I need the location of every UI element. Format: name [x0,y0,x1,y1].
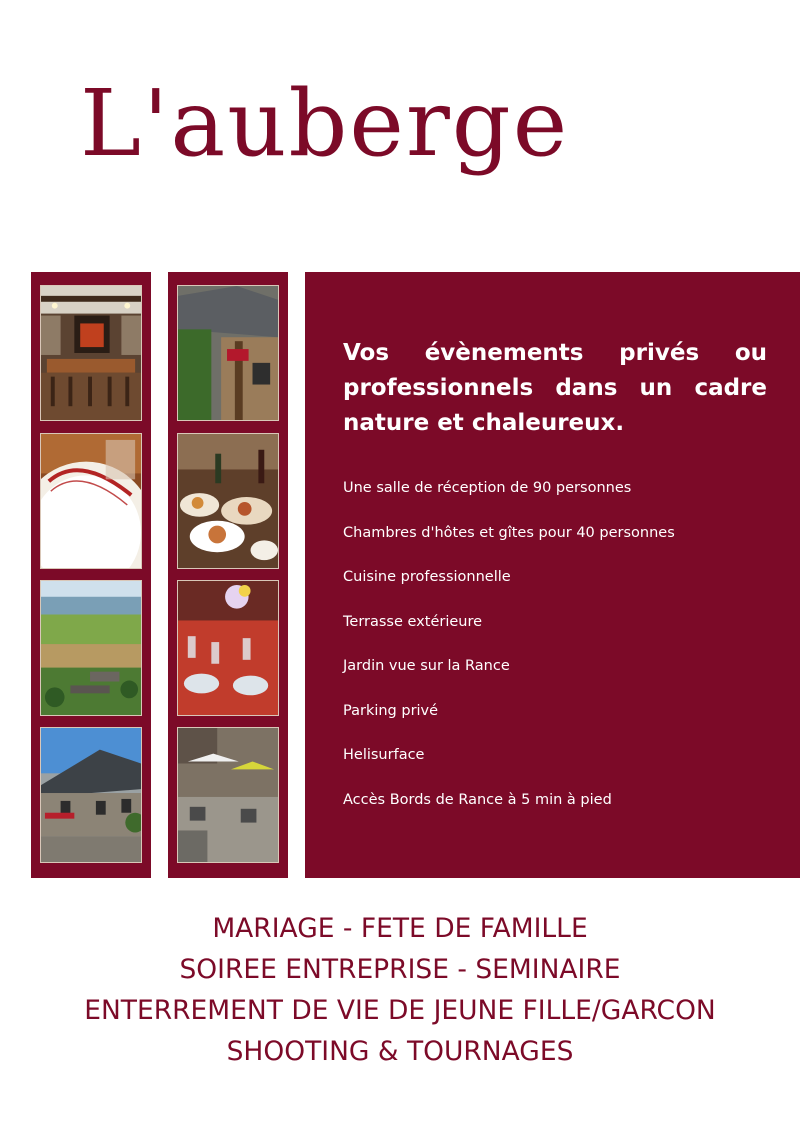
feature-item: Helisurface [343,747,425,763]
event-type-line: ENTERREMENT DE VIE DE JEUNE FILLE/GARCON [84,995,716,1026]
headline: Vos évènements privés ou professionnels dans un cadre nature et chaleureux. [343,340,767,436]
page-title: L'auberge [80,70,570,177]
feature-item: Parking privé [343,702,439,719]
buffet-photo [177,433,279,569]
table-setting-photo [177,580,279,716]
event-type-line: MARIAGE - FETE DE FAMILLE [212,913,588,944]
feature-item: Accès Bords de Rance à 5 min à pied [343,791,612,808]
feature-item: Cuisine professionnelle [343,569,511,585]
plate-photo [40,433,142,569]
feature-item: Une salle de réception de 90 personnes [343,480,632,496]
photo-column-right [168,272,288,878]
feature-item: Jardin vue sur la Rance [343,658,510,674]
event-type-line: SOIREE ENTREPRISE - SEMINAIRE [179,954,621,985]
dining-hall-photo [40,285,142,421]
photo-column-left [31,272,151,878]
info-panel [305,272,800,878]
feature-item: Terrasse extérieure [343,613,483,630]
event-type-line: SHOOTING & TOURNAGES [226,1036,574,1067]
feature-list [343,478,675,834]
terrace-photo [177,727,279,863]
feature-item: Chambres d'hôtes et gîtes pour 40 personnes [343,524,675,541]
cottage-entrance-photo [177,285,279,421]
farmhouse-photo [40,727,142,863]
event-types [0,908,800,1072]
aerial-view-photo [40,580,142,716]
